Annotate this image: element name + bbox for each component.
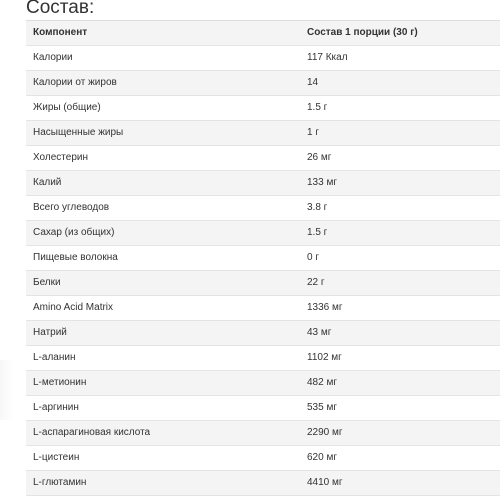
component-name-cell: Amino Acid Matrix	[33, 302, 114, 313]
section-heading: Состав:	[26, 0, 95, 18]
component-value-cell: 26 мг	[307, 152, 332, 163]
column-header-portion: Состав 1 порции (30 г)	[307, 27, 418, 38]
component-value-cell: 133 мг	[307, 177, 337, 188]
table-row	[26, 121, 500, 146]
component-value-cell: 1102 мг	[307, 352, 342, 363]
component-value-cell: 1.5 г	[307, 102, 328, 113]
component-name-cell: Калории от жиров	[33, 77, 117, 88]
table-row	[26, 271, 500, 296]
component-name-cell: Насыщенные жиры	[33, 127, 124, 138]
component-name-cell: L-глютамин	[33, 477, 87, 488]
component-value-cell: 3.8 г	[307, 202, 328, 213]
table-row	[26, 71, 500, 96]
table-row	[26, 221, 500, 246]
table-row	[26, 46, 500, 71]
component-value-cell: 22 г	[307, 277, 325, 288]
table-row	[26, 396, 500, 421]
component-value-cell: 1.5 г	[307, 227, 328, 238]
component-value-cell: 2290 мг	[307, 427, 343, 438]
table-row	[26, 246, 500, 271]
component-name-cell: Жиры (общие)	[33, 102, 101, 113]
component-name-cell: Калории	[33, 52, 73, 63]
component-name-cell: Всего углеводов	[33, 202, 110, 213]
component-name-cell: Калий	[33, 177, 62, 188]
component-value-cell: 117 Ккал	[307, 52, 348, 63]
component-name-cell: Сахар (из общих)	[33, 227, 115, 238]
component-name-cell: L-аргинин	[33, 402, 79, 413]
table-row	[26, 321, 500, 346]
table-row	[26, 146, 500, 171]
component-value-cell: 1 г	[307, 127, 319, 138]
component-value-cell: 620 мг	[307, 452, 337, 463]
column-header-component: Компонент	[33, 27, 88, 38]
component-value-cell: 535 мг	[307, 402, 337, 413]
component-value-cell: 1336 мг	[307, 302, 343, 313]
table-row	[26, 96, 500, 121]
component-name-cell: L-аланин	[33, 352, 76, 363]
table-body	[26, 46, 500, 496]
table-row	[26, 371, 500, 396]
component-name-cell: L-аспарагиновая кислота	[33, 427, 151, 438]
component-name-cell: Белки	[33, 277, 61, 288]
component-name-cell: L-метионин	[33, 377, 87, 388]
edge-shadow	[0, 360, 14, 420]
component-name-cell: Натрий	[33, 327, 67, 338]
component-value-cell: 482 мг	[307, 377, 337, 388]
table-row	[26, 446, 500, 471]
composition-table	[26, 20, 500, 496]
table-row	[26, 346, 500, 371]
component-name-cell: Пищевые волокна	[33, 252, 118, 263]
component-name-cell: Холестерин	[33, 152, 88, 163]
component-name-cell: L-цистеин	[33, 452, 80, 463]
component-value-cell: 14	[307, 77, 319, 88]
component-value-cell: 0 г	[307, 252, 319, 263]
component-value-cell: 43 мг	[307, 327, 332, 338]
table-row	[26, 421, 500, 446]
component-value-cell: 4410 мг	[307, 477, 343, 488]
table-row	[26, 196, 500, 221]
table-row	[26, 471, 500, 496]
table-row	[26, 296, 500, 321]
table-header-row	[26, 21, 500, 46]
table-row	[26, 171, 500, 196]
